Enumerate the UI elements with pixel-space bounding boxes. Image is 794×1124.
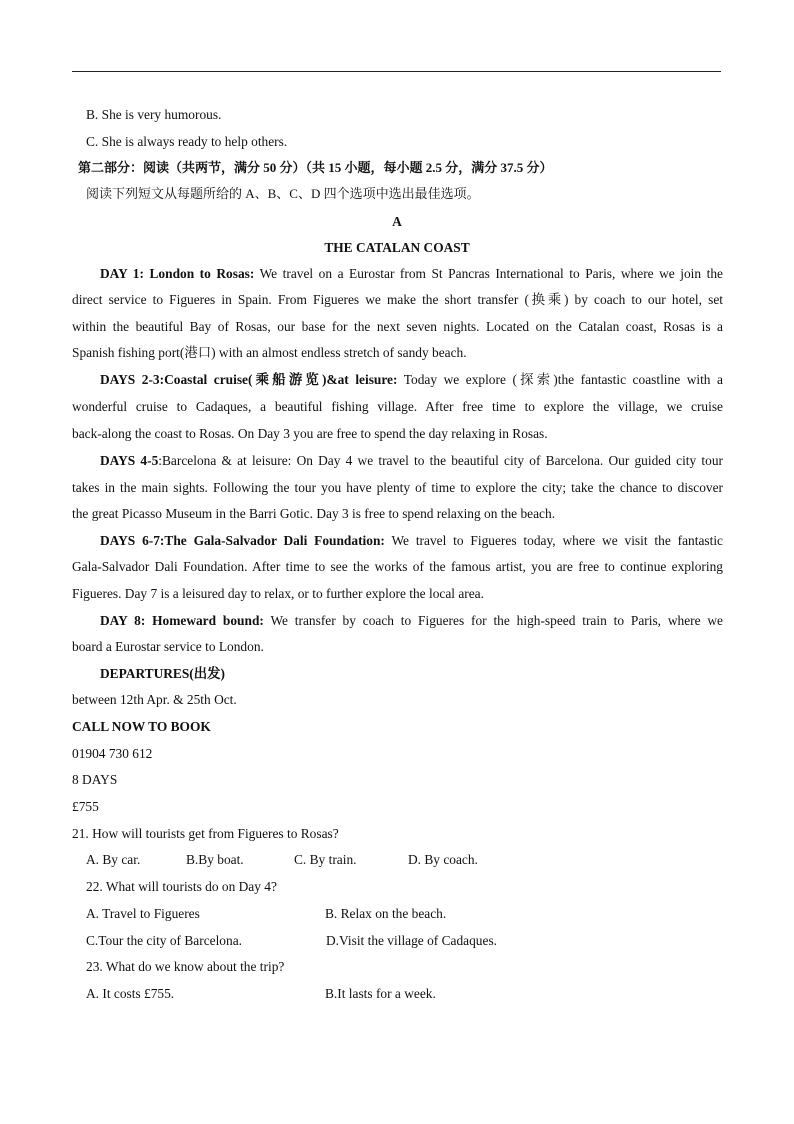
question-21-option-c: C. By train. bbox=[294, 852, 357, 867]
days23-label: DAYS 2-3:Coastal cruise(乘船游览)&at leisure: bbox=[100, 372, 398, 387]
question-23-option-b: B.It lasts for a week. bbox=[325, 986, 436, 1001]
trip-price: £755 bbox=[72, 799, 99, 814]
days45-label: DAYS 4-5 bbox=[100, 453, 159, 468]
days67-line-2: Gala-Salvador Dali Foundation. After time to see the works of the famous artist, you are free to continue exploring bbox=[72, 559, 723, 574]
days23-line-2: wonderful cruise to Cadaques, a beautiful fishing village. After free time to explore the village, we cruise bbox=[72, 399, 723, 414]
day8-line-2: board a Eurostar service to London. bbox=[72, 639, 264, 654]
days67-line-3: Figueres. Day 7 is a leisured day to relax, or to further explore the local area. bbox=[72, 586, 484, 601]
question-23-stem: 23. What do we know about the trip? bbox=[86, 959, 285, 974]
trip-duration: 8 DAYS bbox=[72, 772, 118, 787]
day8-line-1: DAY 8: Homeward bound: We transfer by coach to Figueres for the high-speed train to Paris, where we bbox=[100, 613, 723, 628]
call-label: CALL NOW TO BOOK bbox=[72, 719, 211, 734]
departures-label: DEPARTURES(出发) bbox=[100, 666, 226, 681]
part2-instruction: 阅读下列短文从每题所给的 A、B、C、D 四个选项中选出最佳选项。 bbox=[86, 186, 480, 201]
day8-label: DAY 8: Homeward bound: bbox=[100, 613, 264, 628]
question-22-option-c: C.Tour the city of Barcelona. bbox=[86, 933, 242, 948]
days45-line-1: DAYS 4-5:Barcelona & at leisure: On Day 4 we travel to the beautiful city of Barcelona. Our guided city tour bbox=[100, 453, 723, 468]
question-22-option-a: A. Travel to Figueres bbox=[86, 906, 200, 921]
day1-label: DAY 1: London to Rosas: bbox=[100, 266, 255, 281]
day1-line-4: Spanish fishing port(港口) with an almost endless stretch of sandy beach. bbox=[72, 345, 467, 360]
day1-line-2: direct service to Figueres in Spain. From Figueres we make the short transfer (换乘) by coach to our hotel, set bbox=[72, 292, 723, 307]
header-rule bbox=[72, 71, 721, 72]
passage-letter: A bbox=[392, 214, 402, 229]
phone-number: 01904 730 612 bbox=[72, 746, 153, 761]
days67-line-1: DAYS 6-7:The Gala-Salvador Dali Foundation: We travel to Figueres today, where we visit the fantastic bbox=[100, 533, 723, 548]
question-23-option-a: A. It costs £755. bbox=[86, 986, 175, 1001]
part2-heading: 第二部分：阅读（共两节，满分 50 分）（共 15 小题，每小题 2.5 分，满分 37.5 分） bbox=[78, 160, 553, 175]
question-22-stem: 22. What will tourists do on Day 4? bbox=[86, 879, 277, 894]
question-21-option-a: A. By car. bbox=[86, 852, 141, 867]
departures-dates: between 12th Apr. & 25th Oct. bbox=[72, 692, 237, 707]
days67-label: DAYS 6-7:The Gala-Salvador Dali Foundation: bbox=[100, 533, 385, 548]
question-21-stem: 21. How will tourists get from Figueres to Rosas? bbox=[72, 826, 339, 841]
question-21-option-d: D. By coach. bbox=[408, 852, 478, 867]
question-22-option-b: B. Relax on the beach. bbox=[325, 906, 447, 921]
question-22-option-d: D.Visit the village of Cadaques. bbox=[326, 933, 498, 948]
day1-line-3: within the beautiful Bay of Rosas, our base for the next seven nights. Located on the Catalan coast, Rosas is a bbox=[72, 319, 723, 334]
day1-line-1: DAY 1: London to Rosas: We travel on a Eurostar from St Pancras International to Paris, where we join the bbox=[100, 266, 723, 281]
days23-line-1: DAYS 2-3:Coastal cruise(乘船游览)&at leisure: Today we explore (探索)the fantastic coastline with a bbox=[100, 372, 723, 387]
question-21-option-b: B.By boat. bbox=[186, 852, 244, 867]
days45-line-3: the great Picasso Museum in the Barri Gotic. Day 3 is free to spend relaxing on the beach. bbox=[72, 506, 556, 521]
prev-option-b: B. She is very humorous. bbox=[86, 107, 222, 122]
days45-line-2: takes in the main sights. Following the tour you have plenty of time to explore the city; take the chance to discover bbox=[72, 480, 723, 495]
prev-option-c: C. She is always ready to help others. bbox=[86, 134, 288, 149]
passage-title: THE CATALAN COAST bbox=[324, 240, 470, 255]
days23-line-3: back-along the coast to Rosas. On Day 3 you are free to spend the day relaxing in Rosas. bbox=[72, 426, 548, 441]
